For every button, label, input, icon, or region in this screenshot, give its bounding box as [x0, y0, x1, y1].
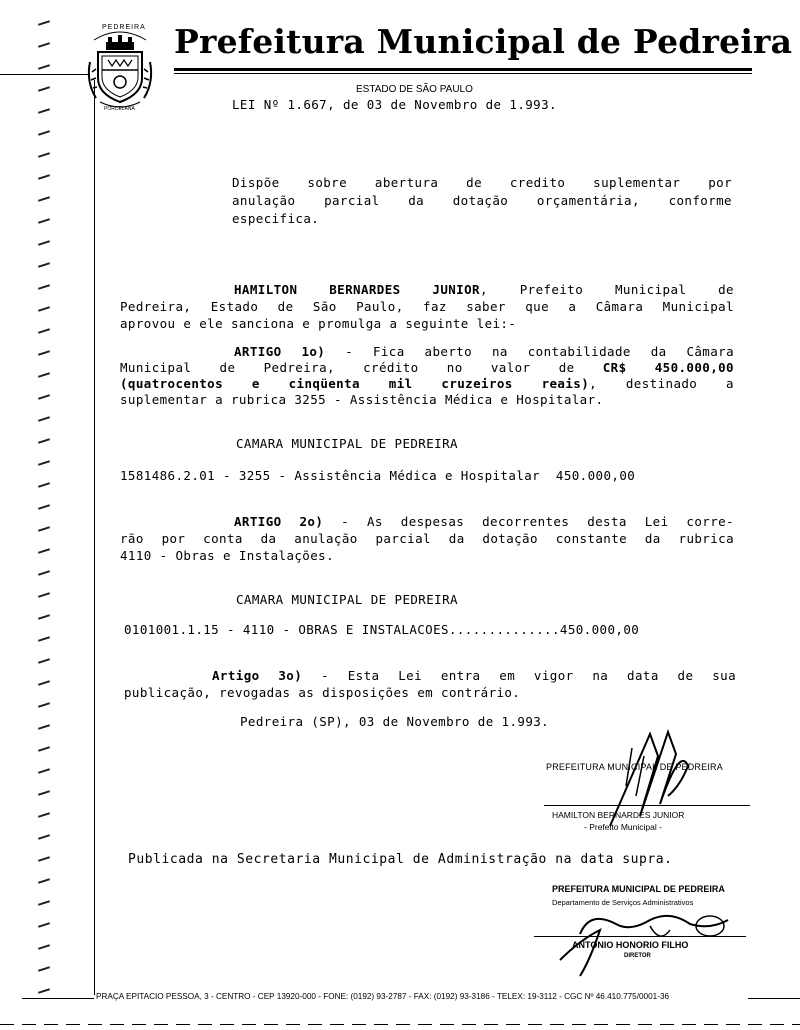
margin-tick — [38, 20, 50, 26]
margin-tick — [38, 592, 50, 598]
margin-tick — [38, 240, 50, 246]
summary-line: especifica. — [232, 211, 320, 226]
margin-tick — [38, 548, 50, 554]
margin-tick — [38, 460, 50, 466]
signer-role: DIRETOR — [624, 953, 651, 959]
article-1-label: ARTIGO 1o) — [234, 344, 326, 359]
margin-tick — [38, 922, 50, 928]
margin-tick — [38, 526, 50, 532]
margin-tick — [38, 812, 50, 818]
margin-tick — [38, 570, 50, 576]
section-heading: CAMARA MUNICIPAL DE PEDREIRA — [236, 436, 458, 451]
margin-tick — [38, 966, 50, 972]
margin-tick — [38, 284, 50, 290]
article-3-label: Artigo 3o) — [212, 668, 303, 683]
signature-line — [544, 805, 750, 806]
publication-note: Publicada na Secretaria Municipal de Administração na data supra. — [128, 852, 673, 867]
law-summary — [232, 174, 732, 228]
law-title: LEI Nº 1.667, de 03 de Novembro de 1.993. — [232, 97, 557, 112]
margin-tick — [38, 482, 50, 488]
margin-tick — [38, 944, 50, 950]
budget-line: 0101001.1.15 - 4110 - OBRAS E INSTALACOES..............450.000,00 — [124, 622, 640, 637]
article-3: Artigo 3o) - Esta Lei entra em vigor na data de sua publicação, revogadas as disposições em contrário. — [124, 668, 736, 700]
margin-tick — [38, 900, 50, 906]
margin-tick — [38, 856, 50, 862]
margin-tick — [38, 746, 50, 752]
header-rule-thick — [174, 68, 752, 71]
margin-tick — [38, 724, 50, 730]
margin-tick — [38, 988, 50, 994]
margin-tick — [38, 218, 50, 224]
margin-tick — [38, 680, 50, 686]
section-heading: CAMARA MUNICIPAL DE PEDREIRA — [236, 592, 458, 607]
budget-line: 1581486.2.01 - 3255 - Assistência Médica e Hospitalar 450.000,00 — [120, 468, 636, 483]
margin-tick — [38, 702, 50, 708]
signature-stamp: PREFEITURA MUNICIPAL DE PEDREIRA — [552, 884, 725, 894]
margin-tick — [38, 130, 50, 136]
margin-tick — [38, 196, 50, 202]
signer-name: HAMILTON BERNARDES JUNIOR — [552, 810, 685, 820]
credit-amount: CR$ 450.000,00 — [602, 360, 734, 375]
signature-stamp: PREFEITURA MUNICIPAL DE PEDREIRA — [546, 762, 723, 772]
signer-name: ANTONIO HONORIO FILHO — [572, 940, 689, 950]
signer-role: - Prefeito Municipal - — [584, 822, 662, 832]
department-label: Departamento de Serviços Administrativos — [552, 898, 694, 907]
summary-line: Dispõe sobre abertura de credito suplementar por — [232, 175, 732, 190]
bottom-dash-rule — [0, 1024, 800, 1025]
margin-tick — [38, 306, 50, 312]
margin-tick — [38, 416, 50, 422]
page-title: Prefeitura Municipal de Pedreira — [174, 22, 793, 61]
signature-line — [534, 936, 746, 937]
margin-tick — [38, 878, 50, 884]
intro-paragraph: HAMILTON BERNARDES JUNIOR, Prefeito Municipal de Pedreira, Estado de São Paulo, faz saber que a Câmara Municipal aprovou e ele sanciona e promulga a seguinte lei:- — [120, 282, 734, 331]
margin-tick — [38, 64, 50, 70]
margin-tick — [38, 438, 50, 444]
director-signature-block — [520, 880, 750, 990]
handwritten-signature-icon — [520, 880, 750, 990]
margin-tick — [38, 636, 50, 642]
left-rule — [0, 74, 90, 75]
margin-tick — [38, 658, 50, 664]
summary-line: anulação parcial da dotação orçamentária, conforme — [232, 193, 732, 208]
margin-tick — [38, 42, 50, 48]
margin-tick — [38, 768, 50, 774]
margin-tick — [38, 262, 50, 268]
margin-tick — [38, 394, 50, 400]
margin-tick — [38, 328, 50, 334]
seal-label-top: PEDREIRA — [102, 24, 146, 31]
margin-tick — [38, 152, 50, 158]
footer-address: PRAÇA EPITACIO PESSOA, 3 - CENTRO - CEP 13920-000 - FONE: (0192) 93-2787 - FAX: (0192) 93-3186 - TELEX: 19-3112 - CGC Nº 46.410.775/0001-36 — [96, 992, 670, 1001]
mayor-signature-block — [540, 726, 770, 836]
header-rule-thin — [174, 73, 752, 74]
left-vertical-rule — [94, 80, 95, 995]
mayor-name: HAMILTON BERNARDES JUNIOR — [234, 282, 480, 297]
margin-tick — [38, 108, 50, 114]
margin-tick — [38, 834, 50, 840]
margin-tick — [38, 350, 50, 356]
footer-rule-right — [748, 998, 800, 999]
footer-rule-left — [22, 998, 94, 999]
seal-label-bottom: PORCELANA — [104, 106, 135, 112]
article-2: ARTIGO 2o) - As despesas decorrentes desta Lei corre- rão por conta da anulação parcial da dotação constante da rubrica 4110 - Obras e Instalações. — [120, 514, 734, 563]
place-date: Pedreira (SP), 03 de Novembro de 1.993. — [240, 714, 550, 729]
article-1: ARTIGO 1o) - Fica aberto na contabilidade da Câmara Municipal de Pedreira, crédito no valor de CR$ 450.000,00 (quatrocentos e cinqüenta mil cruzeiros reais), destinado a suplementar a rubrica 3255 - Assistência Médica e Hospitalar. — [120, 344, 734, 407]
state-label: ESTADO DE SÃO PAULO — [356, 84, 473, 95]
article-2-label: ARTIGO 2o) — [234, 514, 324, 529]
margin-tick — [38, 372, 50, 378]
margin-tick — [38, 614, 50, 620]
margin-tick — [38, 86, 50, 92]
margin-tick — [38, 504, 50, 510]
margin-tick — [38, 790, 50, 796]
margin-tick — [38, 174, 50, 180]
